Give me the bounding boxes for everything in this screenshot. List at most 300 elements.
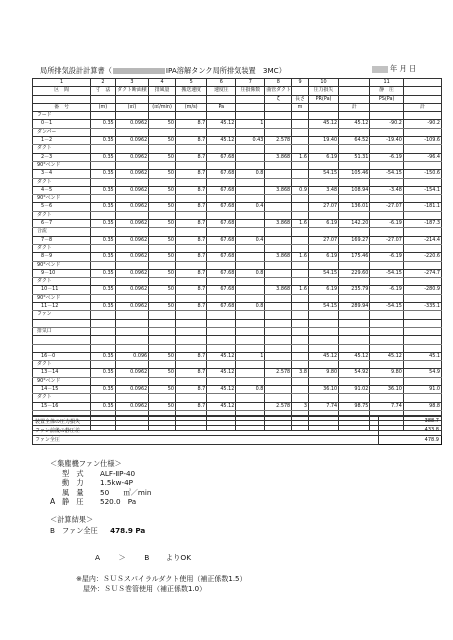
cell-prsum: 98.75 xyxy=(339,402,370,410)
header-cell: m xyxy=(292,103,309,111)
cell-z xyxy=(265,303,292,311)
section-name: フード xyxy=(33,112,91,120)
cell-dim: 0.35 xyxy=(91,385,116,393)
cell-dim: 0.35 xyxy=(91,186,116,194)
cell-q: 50 xyxy=(149,137,176,145)
table-row xyxy=(33,319,442,327)
column-subheader-row xyxy=(33,95,442,103)
cell-len xyxy=(292,203,309,211)
cell-area: 0.0962 xyxy=(115,153,149,161)
section-name: ダクト xyxy=(33,211,91,219)
cell-k xyxy=(236,402,265,410)
cell-ps: -6.19 xyxy=(370,153,404,161)
section-id: 4－5 xyxy=(33,186,91,194)
section-name-row xyxy=(33,377,442,385)
spec-key: 動 力 xyxy=(62,478,84,488)
header-cell: (m/s) xyxy=(176,103,207,111)
cell-pv: 67.68 xyxy=(207,269,236,277)
cell-z: 3.868 xyxy=(265,253,292,261)
cell-prsum: 175.46 xyxy=(339,253,370,261)
cell-pssum: 54.9 xyxy=(403,369,441,377)
header-cell xyxy=(207,95,236,103)
cell-z: 2.578 xyxy=(265,137,292,145)
section-name-row xyxy=(33,327,442,335)
section-name-row xyxy=(33,145,442,153)
cell-ps: 45.12 xyxy=(370,352,404,360)
cell-v: 8.7 xyxy=(176,170,207,178)
cell-pr: 6.19 xyxy=(308,286,338,294)
cell-q: 50 xyxy=(149,236,176,244)
section-name: 90°ベンド xyxy=(33,294,91,302)
cell-dim: 0.35 xyxy=(91,286,116,294)
cell-len: 3.8 xyxy=(292,369,309,377)
cell-q: 50 xyxy=(149,253,176,261)
header-cell xyxy=(91,95,116,103)
header-cell xyxy=(370,103,404,111)
summary-label: ファン全圧 xyxy=(33,435,379,444)
header-cell xyxy=(403,87,441,95)
title-prefix: 局所排気設計計算書（ xyxy=(40,66,112,75)
table-row xyxy=(33,203,442,211)
cell-pssum: -335.1 xyxy=(403,303,441,311)
cell-dim: 0.35 xyxy=(91,120,116,128)
table-row xyxy=(33,253,442,261)
cell-dim: 0.35 xyxy=(91,170,116,178)
cell-v: 8.7 xyxy=(176,303,207,311)
cell-dim: 0.35 xyxy=(91,220,116,228)
cell-v xyxy=(176,319,207,327)
header-cell: 9 xyxy=(292,79,309,87)
spec-value: 50 ㎥／min xyxy=(100,487,152,497)
cell-pssum: -96.4 xyxy=(403,153,441,161)
spec-value: ALF-ⅡP-40 xyxy=(100,468,136,478)
cell-prsum: 108.94 xyxy=(339,186,370,194)
cell-k: 0.8 xyxy=(236,170,265,178)
cell-k: 0.8 xyxy=(236,269,265,277)
section-name-row xyxy=(33,361,442,369)
date-suffix: 年 月 日 xyxy=(390,64,417,73)
cell-len: 0.9 xyxy=(292,186,309,194)
cell-prsum xyxy=(339,319,370,327)
spec-value: 520.0 Pa xyxy=(100,497,137,507)
cell-q xyxy=(149,319,176,327)
header-cell xyxy=(115,95,149,103)
section-id: 1－2 xyxy=(33,137,91,145)
cell-q: 50 xyxy=(149,120,176,128)
cell-pssum: 98.8 xyxy=(403,402,441,410)
table-row xyxy=(33,369,442,377)
cell-pv: 67.68 xyxy=(207,286,236,294)
header-cell xyxy=(339,87,370,95)
header-cell: 圧力損失 xyxy=(308,87,338,95)
cell-prsum: 45.12 xyxy=(339,352,370,360)
cell-k: 0.4 xyxy=(236,236,265,244)
cell-pr: 6.19 xyxy=(308,253,338,261)
header-cell xyxy=(265,103,292,111)
header-cell: 圧損係数 xyxy=(236,87,265,95)
section-name-row xyxy=(33,244,442,252)
document-date xyxy=(372,64,416,74)
cell-len xyxy=(292,269,309,277)
cell-prsum: 289.94 xyxy=(339,303,370,311)
cell-k xyxy=(236,369,265,377)
summary-row xyxy=(33,426,442,435)
section-name: ダクト xyxy=(33,278,91,286)
redacted-year xyxy=(372,66,388,73)
cell-len: 1.6 xyxy=(292,153,309,161)
cell-k: 0.4 xyxy=(236,203,265,211)
spec-key: 風 量 xyxy=(62,487,84,497)
cell-pr: 6.19 xyxy=(308,153,338,161)
cell-k xyxy=(236,336,265,344)
cell-dim: 0.35 xyxy=(91,269,116,277)
cell-dim: 0.35 xyxy=(91,303,116,311)
cell-len xyxy=(292,352,309,360)
cell-dim: 0.35 xyxy=(91,253,116,261)
cell-area: 0.0962 xyxy=(115,186,149,194)
cell-k xyxy=(236,153,265,161)
section-name: ダンパー xyxy=(33,128,91,136)
calc-result-heading: ＜計算結果＞ xyxy=(50,515,94,524)
calc-result xyxy=(50,515,145,536)
summary-value: 388.7 xyxy=(379,417,442,426)
conclusion-a: A xyxy=(95,553,101,562)
redacted-block xyxy=(113,68,165,74)
cell-area: 0.096 xyxy=(115,352,149,360)
cell-z xyxy=(265,336,292,344)
section-name-row xyxy=(33,228,442,236)
cell-pssum: -109.6 xyxy=(403,137,441,145)
section-name: 合流 xyxy=(33,228,91,236)
cell-q: 50 xyxy=(149,352,176,360)
cell-q: 50 xyxy=(149,220,176,228)
cell-ps xyxy=(370,319,404,327)
cell-area xyxy=(115,336,149,344)
summary-value: 433.8 xyxy=(379,426,442,435)
cell-z: 2.578 xyxy=(265,369,292,377)
conclusion-b: B xyxy=(144,553,150,562)
section-id: 5－6 xyxy=(33,203,91,211)
summary-value: 478.9 xyxy=(379,435,442,444)
section-name: ファン xyxy=(33,311,91,319)
cell-pssum: -150.6 xyxy=(403,170,441,178)
cell-pssum: -280.9 xyxy=(403,286,441,294)
cell-z xyxy=(265,170,292,178)
cell-area: 0.0962 xyxy=(115,120,149,128)
cell-pr: 45.12 xyxy=(308,120,338,128)
section-id: 6－7 xyxy=(33,220,91,228)
table-row xyxy=(33,153,442,161)
header-cell xyxy=(339,79,370,87)
result-label: ファン全圧 xyxy=(62,525,98,535)
cell-ps: 7.74 xyxy=(370,402,404,410)
cell-q: 50 xyxy=(149,286,176,294)
column-unit-row xyxy=(33,103,442,111)
header-cell xyxy=(308,103,338,111)
section-id: 11－12 xyxy=(33,303,91,311)
cell-pssum: -181.1 xyxy=(403,203,441,211)
cell-v: 8.7 xyxy=(176,203,207,211)
header-cell xyxy=(292,87,309,95)
cell-area: 0.0962 xyxy=(115,220,149,228)
cell-pr: 3.48 xyxy=(308,186,338,194)
cell-len: 1.6 xyxy=(292,253,309,261)
cell-dim: 0.35 xyxy=(91,203,116,211)
exhaust-calculation-table xyxy=(32,78,442,431)
header-cell: 排風量 xyxy=(149,87,176,95)
section-id: 0－1 xyxy=(33,120,91,128)
cell-pssum xyxy=(403,319,441,327)
cell-v: 8.7 xyxy=(176,369,207,377)
cell-v: 8.7 xyxy=(176,153,207,161)
header-cell xyxy=(33,95,91,103)
table-row xyxy=(33,186,442,194)
table-row xyxy=(33,120,442,128)
cell-ps: -54.15 xyxy=(370,170,404,178)
cell-pssum: -214.4 xyxy=(403,236,441,244)
title-suffix: IPA溶解タンク局所排気装置 3MC） xyxy=(165,66,286,75)
header-cell: 長さ xyxy=(292,95,309,103)
header-cell: 4 xyxy=(149,79,176,87)
cell-dim xyxy=(91,319,116,327)
header-cell: 搬送速度 xyxy=(176,87,207,95)
cell-prsum: 64.52 xyxy=(339,137,370,145)
cell-v: 8.7 xyxy=(176,269,207,277)
section-name xyxy=(33,344,91,352)
cell-prsum: 51.31 xyxy=(339,153,370,161)
cell-pssum: -220.6 xyxy=(403,253,441,261)
cell-v: 8.7 xyxy=(176,286,207,294)
cell-prsum: 169.27 xyxy=(339,236,370,244)
header-cell: (㎡) xyxy=(115,103,149,111)
section-name-row xyxy=(33,344,442,352)
cell-v: 8.7 xyxy=(176,402,207,410)
cell-pv: 67.68 xyxy=(207,203,236,211)
summary-label: ファン前後の静圧差 xyxy=(33,426,379,435)
header-cell: 寸 法 xyxy=(91,87,116,95)
section-name: ダクト xyxy=(33,394,91,402)
header-cell xyxy=(149,95,176,103)
summary-row xyxy=(33,417,442,426)
section-name-row xyxy=(33,261,442,269)
cell-len xyxy=(292,385,309,393)
cell-ps: -27.07 xyxy=(370,203,404,211)
spec-row xyxy=(50,469,151,479)
header-cell: ζ xyxy=(265,95,292,103)
cell-k: 0.8 xyxy=(236,303,265,311)
header-cell xyxy=(403,79,441,87)
cell-q: 50 xyxy=(149,186,176,194)
section-name-row xyxy=(33,128,442,136)
cell-ps: -90.2 xyxy=(370,120,404,128)
cell-pr: 7.74 xyxy=(308,402,338,410)
cell-pv xyxy=(207,319,236,327)
cell-pv: 67.68 xyxy=(207,170,236,178)
section-id: 9－10 xyxy=(33,269,91,277)
cell-area: 0.0962 xyxy=(115,385,149,393)
header-cell xyxy=(403,95,441,103)
cell-z xyxy=(265,319,292,327)
section-id: 15－16 xyxy=(33,402,91,410)
document-title xyxy=(40,66,286,76)
cell-z: 3.868 xyxy=(265,186,292,194)
table-row xyxy=(33,402,442,410)
cell-q: 50 xyxy=(149,385,176,393)
table-row xyxy=(33,236,442,244)
cell-ps: 9.80 xyxy=(370,369,404,377)
cell-q: 50 xyxy=(149,369,176,377)
cell-pv: 45.12 xyxy=(207,369,236,377)
cell-prsum: 235.79 xyxy=(339,286,370,294)
section-name-row xyxy=(33,394,442,402)
cell-k xyxy=(236,319,265,327)
section-name-row xyxy=(33,311,442,319)
cell-pr: 54.15 xyxy=(308,303,338,311)
header-cell: 区 間 xyxy=(33,87,91,95)
header-cell: ダクト断面積 xyxy=(115,87,149,95)
cell-pr xyxy=(308,336,338,344)
section-id: 2－3 xyxy=(33,153,91,161)
cell-pv: 67.68 xyxy=(207,236,236,244)
conclusion-op: ＞ xyxy=(118,553,126,562)
cell-k xyxy=(236,286,265,294)
header-cell: 7 xyxy=(236,79,265,87)
header-cell: 曲管ダクト xyxy=(266,87,291,94)
section-name: ダクト xyxy=(33,145,91,153)
cell-v: 8.7 xyxy=(176,236,207,244)
cell-q: 50 xyxy=(149,153,176,161)
cell-z xyxy=(265,120,292,128)
column-header-row xyxy=(33,87,442,95)
cell-pv xyxy=(207,336,236,344)
cell-prsum: 54.92 xyxy=(339,369,370,377)
cell-k xyxy=(236,253,265,261)
cell-pv: 45.12 xyxy=(207,352,236,360)
header-cell: 8 xyxy=(265,79,292,87)
cell-k: 1 xyxy=(236,352,265,360)
section-name-row xyxy=(33,278,442,286)
cell-pr: 36.10 xyxy=(308,385,338,393)
spec-row xyxy=(50,478,151,488)
header-cell xyxy=(236,103,265,111)
cell-area: 0.0962 xyxy=(115,253,149,261)
cell-pv: 67.68 xyxy=(207,220,236,228)
cell-dim: 0.35 xyxy=(91,352,116,360)
note-indoor: ※屋内：ＳＵＳスパイラルダクト使用（補正係数1.5） xyxy=(76,575,247,583)
cell-pv: 45.12 xyxy=(207,120,236,128)
table-row xyxy=(33,220,442,228)
cell-q: 50 xyxy=(149,170,176,178)
section-id: 14－15 xyxy=(33,385,91,393)
header-cell: 3 xyxy=(115,79,149,87)
header-cell xyxy=(176,95,207,103)
cell-pv: 67.68 xyxy=(207,153,236,161)
cell-ps: -54.15 xyxy=(370,303,404,311)
section-id: 16－0 xyxy=(33,352,91,360)
cell-dim: 0.35 xyxy=(91,153,116,161)
section-name: ダクト xyxy=(33,244,91,252)
spec-mark xyxy=(50,488,62,498)
section-name-row xyxy=(33,112,442,120)
cell-len xyxy=(292,319,309,327)
cell-len xyxy=(292,170,309,178)
cell-v: 8.7 xyxy=(176,220,207,228)
cell-len xyxy=(292,137,309,145)
summary-row xyxy=(33,435,442,444)
table-row xyxy=(33,137,442,145)
cell-len xyxy=(292,336,309,344)
header-cell: 静 圧 xyxy=(370,87,404,95)
table-row xyxy=(33,303,442,311)
cell-area: 0.0962 xyxy=(115,303,149,311)
spec-key: 型 式 xyxy=(62,468,84,478)
cell-len xyxy=(292,303,309,311)
cell-pr: 54.15 xyxy=(308,170,338,178)
cell-pssum xyxy=(403,336,441,344)
section-name: 90°ベンド xyxy=(33,161,91,169)
cell-pr: 54.15 xyxy=(308,269,338,277)
cell-pv: 45.12 xyxy=(207,137,236,145)
cell-pv: 67.68 xyxy=(207,186,236,194)
fan-spec xyxy=(50,459,151,507)
cell-prsum: 229.60 xyxy=(339,269,370,277)
cell-ps: -6.19 xyxy=(370,220,404,228)
conclusion-text: よりOK xyxy=(165,553,192,562)
cell-z: 3.868 xyxy=(265,153,292,161)
cell-pr: 9.80 xyxy=(308,369,338,377)
cell-area xyxy=(115,319,149,327)
cell-z: 2.578 xyxy=(265,402,292,410)
cell-pv: 67.68 xyxy=(207,253,236,261)
section-name-row xyxy=(33,161,442,169)
section-name-row xyxy=(33,294,442,302)
header-cell: 1 xyxy=(33,79,91,87)
cell-k xyxy=(236,220,265,228)
header-cell: 速度圧 xyxy=(207,87,236,95)
spec-mark: A xyxy=(50,497,56,507)
cell-v: 8.7 xyxy=(176,352,207,360)
cell-dim: 0.35 xyxy=(91,369,116,377)
header-cell: 2 xyxy=(91,79,116,87)
spec-row xyxy=(50,488,151,498)
cell-len xyxy=(292,236,309,244)
cell-dim: 0.35 xyxy=(91,402,116,410)
cell-pssum: -90.2 xyxy=(403,120,441,128)
cell-pr: 27.07 xyxy=(308,203,338,211)
section-id xyxy=(33,319,91,327)
cell-pr xyxy=(308,319,338,327)
cell-ps: 36.10 xyxy=(370,385,404,393)
cell-pv: 45.12 xyxy=(207,385,236,393)
section-name-row xyxy=(33,178,442,186)
cell-k: 0.43 xyxy=(236,137,265,145)
header-cell: 計 xyxy=(339,103,370,111)
cell-q xyxy=(149,336,176,344)
cell-pv: 67.68 xyxy=(207,303,236,311)
cell-v: 8.7 xyxy=(176,186,207,194)
cell-z xyxy=(265,203,292,211)
conclusion xyxy=(95,552,191,563)
cell-area: 0.0962 xyxy=(115,137,149,145)
cell-k: 0.8 xyxy=(236,385,265,393)
table-row xyxy=(33,385,442,393)
result-mark: B xyxy=(50,525,55,535)
cell-v: 8.7 xyxy=(176,120,207,128)
header-cell: 5 xyxy=(176,79,207,87)
cell-prsum: 45.12 xyxy=(339,120,370,128)
cell-dim xyxy=(91,336,116,344)
cell-z xyxy=(265,236,292,244)
